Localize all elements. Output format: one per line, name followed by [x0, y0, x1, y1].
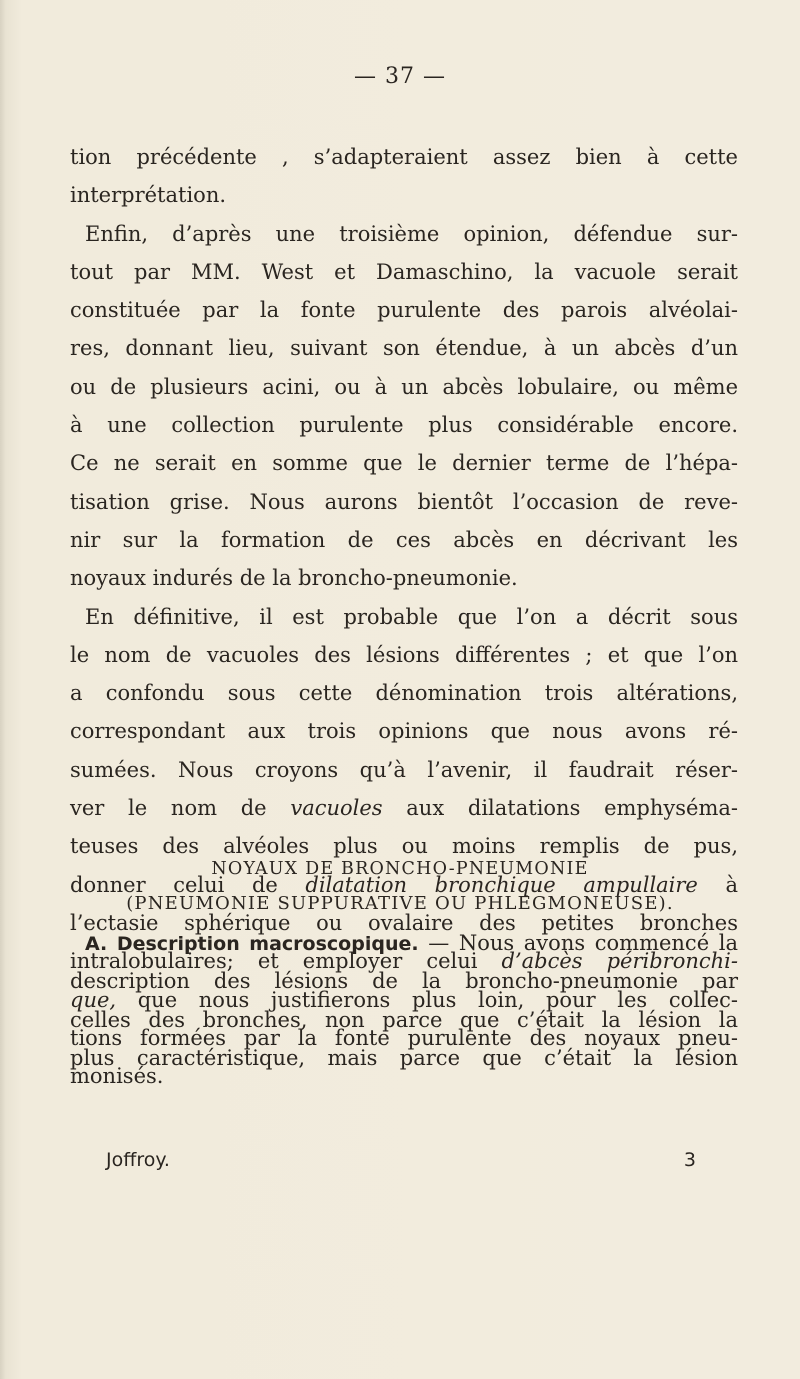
section-subheading: (PNEUMONIE SUPPURATIVE OU PHLEGMONEUSE). — [126, 893, 674, 914]
text-run: que nous justifierons plus loin, pour les collec- — [116, 987, 738, 1012]
text-line: ou de plusieurs acini, ou à un abcès lobulaire, ou même — [70, 374, 738, 399]
sheet-number: 3 — [683, 1149, 696, 1171]
text-line: description des lésions de la broncho-pneumonie par — [70, 969, 738, 994]
text-line: interprétation. — [70, 183, 227, 208]
text-run: ver le nom de — [70, 796, 291, 821]
text-run: — Nous avons commencé la — [418, 931, 738, 955]
text-line: le nom de vacuoles des lésions différentes ; et que l’on — [70, 642, 738, 667]
signature-mark: Joffroy. — [106, 1149, 170, 1171]
text-line: Enfin, d’après une troisième opinion, défendue sur- — [85, 221, 738, 246]
text-line — [70, 789, 738, 827]
italic-term-dilatation: dilatation bronchique ampullaire — [305, 872, 698, 897]
italic-term-que: que, — [70, 987, 117, 1012]
text-line: tions formées par la fonte purulente des noyaux pneu- — [70, 1025, 738, 1050]
text-line: En définitive, il est probable que l’on a décrit sous — [85, 604, 738, 629]
text-line: à une collection purulente plus considérable encore. — [70, 413, 738, 438]
text-line: tout par MM. West et Damaschino, la vacuole serait — [70, 259, 738, 284]
text-line: l’ectasie sphérique ou ovalaire des petites bronches — [70, 910, 738, 935]
text-line: tisation grise. Nous aurons bientôt l’occasion de reve- — [70, 489, 738, 514]
section-heading: NOYAUX DE BRONCHO-PNEUMONIE — [211, 859, 589, 879]
text-line: res, donnant lieu, suivant son étendue, à un abcès d’un — [70, 336, 738, 361]
text-line: sumées. Nous croyons qu’à l’avenir, il faudrait réser- — [70, 757, 738, 782]
text-line: celles des bronches, non parce que c’était la lésion la — [70, 1007, 738, 1032]
text-line — [70, 924, 738, 962]
text-line: constituée par la fonte purulente des parois alvéolai- — [70, 298, 738, 323]
text-run: à — [697, 872, 738, 897]
text-line: Ce ne serait en somme que le dernier terme de l’hépa- — [70, 451, 738, 476]
text-line: teuses des alvéoles plus ou moins remplis de pus, — [70, 834, 738, 859]
italic-term-vacuoles: vacuoles — [290, 796, 383, 821]
section-text — [70, 924, 738, 1077]
subsection-label: A. Description macroscopique. — [85, 933, 419, 955]
italic-term-abces: d’abcès péribronchi- — [501, 949, 738, 974]
text-line: noyaux indurés de la broncho-pneumonie. — [70, 566, 518, 591]
text-run: donner celui de — [70, 872, 306, 897]
text-run: intralobulaires; et employer celui — [70, 949, 502, 974]
page-number: — 37 — — [354, 64, 446, 89]
text-line: nir sur la formation de ces abcès en décrivant les — [70, 527, 738, 552]
text-line: plus caractéristique, mais parce que c’était la lésion — [70, 1045, 738, 1070]
text-line: a confondu sous cette dénomination trois altérations, — [70, 681, 738, 706]
text-line: monisés. — [70, 1064, 164, 1089]
text-line: correspondant aux trois opinions que nous avons ré- — [70, 719, 738, 744]
text-line: tion précédente , s’adapteraient assez bien à cette — [70, 145, 738, 169]
text-run: aux dilatations emphyséma- — [382, 796, 738, 821]
